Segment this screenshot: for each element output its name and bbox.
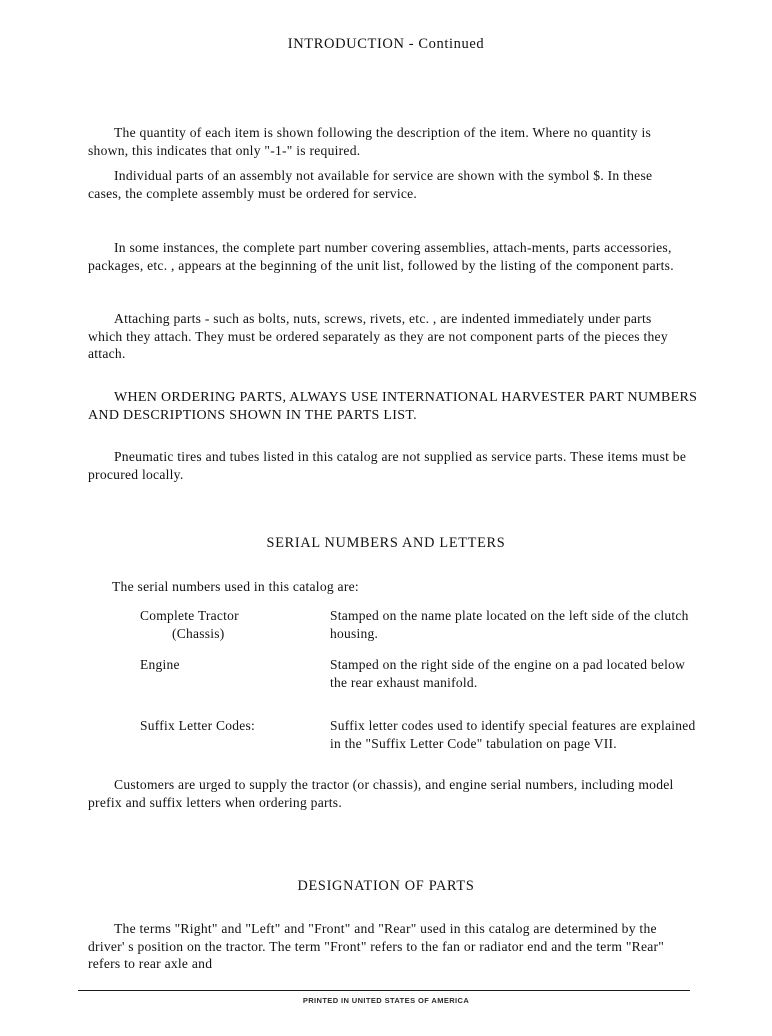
table-spacer <box>140 691 700 717</box>
footer-divider <box>78 990 690 991</box>
table-row <box>140 717 700 752</box>
row-label: Suffix Letter Codes: <box>140 718 255 733</box>
row-description: Stamped on the name plate located on the left side of the clutch housing. <box>330 608 689 641</box>
emphasis-notice: WHEN ORDERING PARTS, ALWAYS USE INTERNATIONAL HARVESTER PART NUMBERS AND DESCRIPTIONS SHOWN IN THE PARTS LIST. <box>88 390 698 423</box>
paragraph-individual-parts: Individual parts of an assembly not available for service are shown with the symbol $. In these cases, the complete assembly must be ordered for service. <box>88 168 653 201</box>
row-description: Suffix letter codes used to identify special features are explained in the "Suffix Letter Code" tabulation on page VII. <box>330 718 696 751</box>
page-title: INTRODUCTION - Continued <box>287 36 485 52</box>
row-label-cell <box>140 656 330 691</box>
serial-intro-text: The serial numbers used in this catalog are: <box>112 579 359 594</box>
designation-section-heading: DESIGNATION OF PARTS <box>297 878 475 894</box>
row-label-cell <box>140 607 330 642</box>
serial-number-table <box>140 607 700 752</box>
serial-section-heading: SERIAL NUMBERS AND LETTERS <box>266 535 506 551</box>
paragraph-designation: The terms "Right" and "Left" and "Front" and "Rear" used in this catalog are determined by the driver' s position on the tractor. The term "Front" refers to the fan or radiator end and the term "Rear" refers to rear axle and <box>88 921 665 971</box>
paragraph-complete-part-number: In some instances, the complete part number covering assemblies, attach-ments, parts accessories, packages, etc. , appears at the beginning of the unit list, followed by the listing of the component parts. <box>88 240 674 273</box>
paragraph-quantity: The quantity of each item is shown following the description of the item. Where no quantity is shown, this indicates that only "-1-" is required. <box>88 125 652 158</box>
row-label: Complete Tractor <box>140 608 239 623</box>
row-label: Engine <box>140 657 180 672</box>
table-row <box>140 656 700 691</box>
row-label-cell <box>140 717 330 752</box>
document-page <box>0 36 772 1036</box>
row-description: Stamped on the right side of the engine on a pad located below the rear exhaust manifold. <box>330 657 686 690</box>
paragraph-customers-urged: Customers are urged to supply the tractor (or chassis), and engine serial numbers, including model prefix and suffix letters when ordering parts. <box>88 777 674 810</box>
table-spacer <box>140 642 700 656</box>
footer-note: PRINTED IN UNITED STATES OF AMERICA <box>302 996 470 1005</box>
table-row <box>140 607 700 642</box>
row-sub-label: (Chassis) <box>172 625 225 641</box>
paragraph-attaching-parts: Attaching parts - such as bolts, nuts, screws, rivets, etc. , are indented immediately under parts which they attach. They must be ordered separately as they are not component parts of the pieces they attach. <box>88 311 668 361</box>
paragraph-pneumatic-tires: Pneumatic tires and tubes listed in this catalog are not supplied as service parts. These items must be procured locally. <box>88 449 687 482</box>
